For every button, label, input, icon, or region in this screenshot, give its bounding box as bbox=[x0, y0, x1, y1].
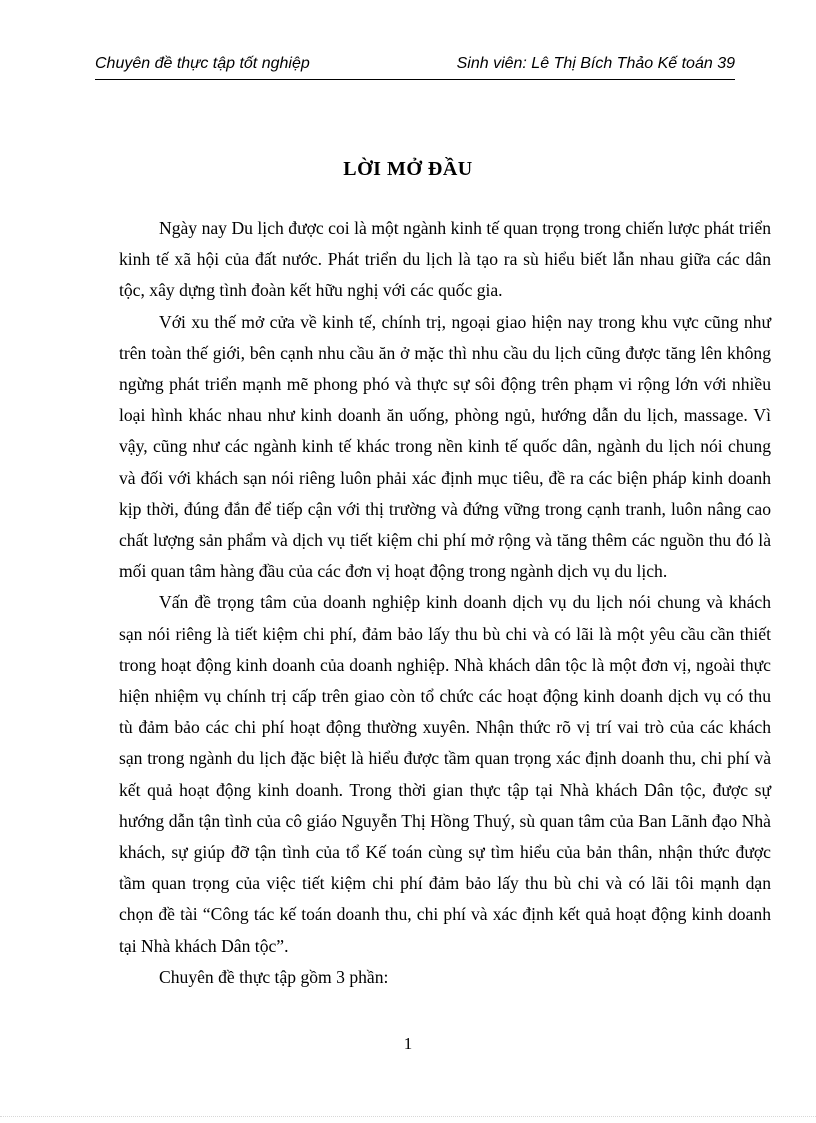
footer-divider bbox=[0, 1116, 816, 1117]
body-text bbox=[119, 213, 771, 993]
header-course-title: Chuyên đề thực tập tốt nghiệp bbox=[95, 55, 310, 72]
paragraph: Với xu thế mở cửa về kinh tế, chính trị, ngoại giao hiện nay trong khu vực cũng như trên toàn thế giới, bên cạnh nhu cầu ăn ở mặc thì nhu cầu du lịch cũng được tăng lên không ngừng phát triển mạnh mẽ phong phó và thực sự sôi động trên phạm vi rộng lớn với nhiều loại hình khác nhau như kinh doanh ăn uống, phòng ngủ, hướng dẫn du lịch, massage. Vì vậy, cũng như các ngành kinh tế khác trong nền kinh tế quốc dân, ngành du lịch nói chung và đối với khách sạn nói riêng luôn phải xác định mục tiêu, đề ra các biện pháp kinh doanh kịp thời, đúng đắn để tiếp cận với thị trường và đứng vững trong cạnh tranh, luôn nâng cao chất lượng sản phẩm và dịch vụ tiết kiệm chi phí mở rộng và tăng thêm các nguồn thu đó là mối quan tâm hàng đầu của các đơn vị hoạt động trong ngành dịch vụ du lịch. bbox=[119, 311, 771, 582]
page-title: LỜI MỞ ĐẦU bbox=[343, 158, 473, 180]
paragraph: Vấn đề trọng tâm của doanh nghiệp kinh doanh dịch vụ du lịch nói chung và khách sạn nói riêng là tiết kiệm chi phí, đảm bảo lấy thu bù chi và có lãi là một yêu cầu cần thiết trong hoạt động kinh doanh của doanh nghiệp. Nhà khách dân tộc là một đơn vị, ngoài thực hiện nhiệm vụ chính trị cấp trên giao còn tổ chức các hoạt động kinh doanh dịch vụ có thu tù đảm bảo các chi phí hoạt động thường xuyên. Nhận thức rõ vị trí vai trò của các khách sạn trong ngành du lịch đặc biệt là hiểu được tầm quan trọng xác định doanh thu, chi phí và kết quả hoạt động kinh doanh. Trong thời gian thực tập tại Nhà khách Dân tộc, được sự hướng dẫn tận tình của cô giáo Nguyễn Thị Hồng Thuý, sù quan tâm của Ban Lãnh đạo Nhà khách, sự giúp đỡ tận tình của tổ Kế toán cùng sự tìm hiểu của bản thân, nhận thức được tầm quan trọng của việc tiết kiệm chi phí đảm bảo lấy thu bù chi và có lãi tôi mạnh dạn chọn đề tài “Công tác kế toán doanh thu, chi phí và xác định kết quả hoạt động kinh doanh tại Nhà khách Dân tộc”. bbox=[119, 592, 771, 956]
paragraph: Chuyên đề thực tập gồm 3 phần: bbox=[159, 966, 389, 987]
page-number: 1 bbox=[403, 1034, 413, 1053]
header-student-info: Sinh viên: Lê Thị Bích Thảo Kế toán 39 bbox=[456, 55, 735, 72]
running-header bbox=[95, 53, 735, 80]
paragraph: Ngày nay Du lịch được coi là một ngành kinh tế quan trọng trong chiến lược phát triển kinh tế xã hội của đất nước. Phát triển du lịch là tạo ra sù hiểu biết lẫn nhau giữa các dân tộc, xây dựng tình đoàn kết hữu nghị với các quốc gia. bbox=[119, 218, 771, 301]
